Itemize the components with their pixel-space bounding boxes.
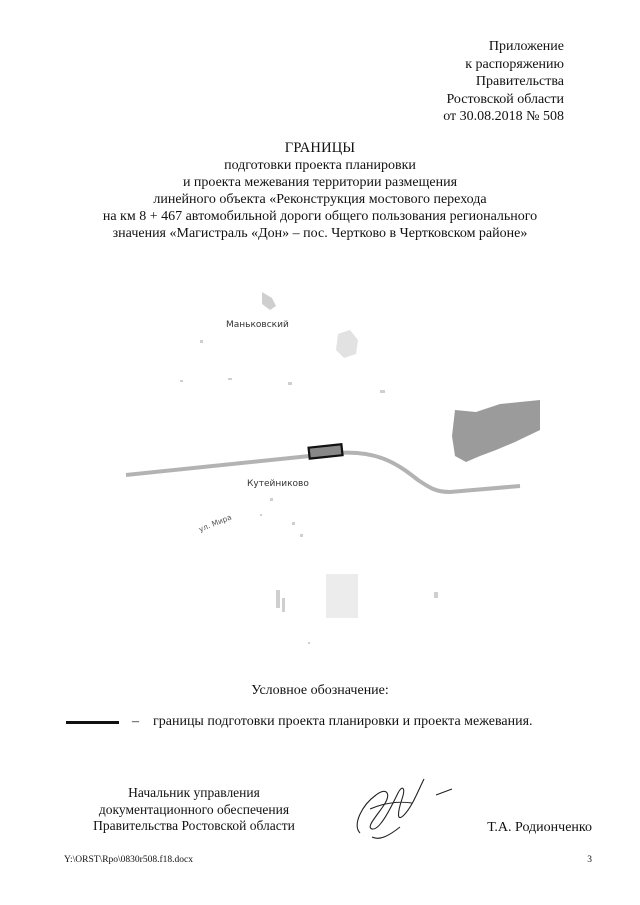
handwritten-signature <box>340 765 460 850</box>
annex-line-1: Приложение <box>488 39 564 54</box>
legend-row <box>64 712 604 732</box>
title-heading: ГРАНИЦЫ <box>284 140 356 156</box>
page-number: 3 <box>587 855 592 865</box>
site-map <box>0 270 640 670</box>
annex-block <box>364 38 564 126</box>
annex-line-2: к распоряжению <box>465 56 564 72</box>
map-label-mankovsky: Маньковский <box>226 320 289 330</box>
title-line-2: и проекта межевания территории размещения <box>182 175 458 190</box>
annex-line-5: от 30.08.2018 № 508 <box>443 109 564 124</box>
title-line-5: значения «Магистраль «Дон» – пос. Чертково в Чертковском районе» <box>112 226 528 241</box>
legend-dash: – <box>132 714 139 729</box>
title-line-1: подготовки проекта планировки <box>224 158 416 173</box>
map-gray-area <box>452 400 540 462</box>
map-label-kuteinikovo: Кутейниково <box>247 479 309 489</box>
legend-title: Условное обозначение: <box>251 683 389 698</box>
legend-text: границы подготовки проекта планировки и проекта межевания. <box>153 714 533 729</box>
title-line-3: линейного объекта «Реконструкция мостового перехода <box>153 192 487 207</box>
footer-file-path: Y:\ORST\Rpo\0830r508.f18.docx <box>64 855 193 865</box>
position-line-1: Начальник управления <box>128 785 260 800</box>
signer-name: Т.А. Родионченко <box>487 820 592 835</box>
legend-line-symbol <box>66 721 119 724</box>
position-line-3: Правительства Ростовской области <box>93 818 295 833</box>
document-title <box>0 140 640 242</box>
map-label-street: ул. Мира <box>197 512 233 534</box>
annex-line-3: Правительства <box>475 74 564 89</box>
signature-position-block <box>64 785 324 835</box>
annex-line-4: Ростовской области <box>446 91 564 107</box>
project-boundary <box>309 444 343 458</box>
position-line-2: документационного обеспечения <box>98 801 290 817</box>
title-line-4: на км 8 + 467 автомобильной дороги общего пользования регионального <box>102 209 538 224</box>
